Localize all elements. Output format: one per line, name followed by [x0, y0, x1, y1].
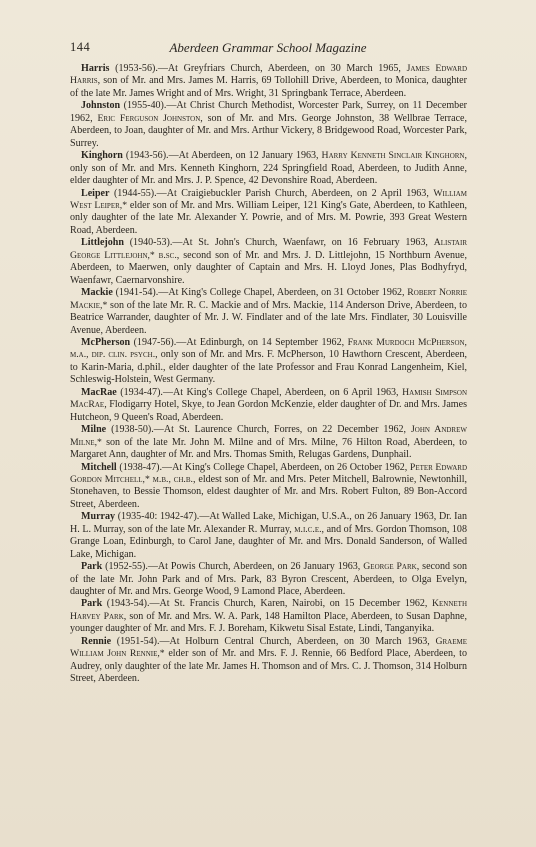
- notice-entry: [70, 287, 467, 337]
- entry-full-name: Hamish Simpson MacRae: [70, 386, 468, 411]
- entry-dates: (1943-56).: [122, 150, 169, 162]
- notice-entry: [70, 188, 467, 238]
- entry-text: —At St. John's Church, Waenfawr, on 16 February 1963,: [172, 237, 434, 249]
- entry-text: —At Christ Church Methodist, Worcester Park, Surrey, on 11 December 1962,: [70, 100, 467, 124]
- entry-text: —At King's College Chapel, Aberdeen, on 31 October 1962,: [158, 287, 408, 299]
- entry-full-name: Robert Norrie Mackie,*: [70, 287, 468, 311]
- entry-full-name: Eric Ferguson Johnston: [97, 112, 201, 124]
- entry-text: , only son of Mr. and Mrs. Kenneth Kinghorn, 224 Springfield Road, Aberdeen, to Judith Anne, elder daughter of Mr. and Mrs. J. P. Spence, 42 Devonshire Road, Aberdeen.: [70, 150, 468, 187]
- entry-full-name: Graeme William John Rennie,*: [70, 635, 467, 660]
- notice-entry: [70, 636, 467, 686]
- entry-full-name: Frank Murdoch McPherson, m.a., dip. clin. psych.: [70, 336, 467, 361]
- entry-text: , only son of Mr. and Mrs. F. McPherson, 10 Hawthorn Crescent, Aberdeen, to Karin-Maria, d.phil., elder daughter of the late Professor and Frau Konrad Langenheim, Kiel, Schleswig-Holstein, West Germany.: [70, 349, 467, 386]
- entry-surname: Mackie: [81, 287, 113, 299]
- notice-entry: [70, 561, 467, 598]
- entry-dates: (1938-50).: [106, 424, 154, 436]
- entry-text: —At St. Francis Church, Karen, Nairobi, on 15 December 1962,: [149, 598, 432, 610]
- notice-entry: [70, 100, 467, 150]
- notice-entry: [70, 337, 467, 387]
- entry-text: son of the late Mr. R. C. Mackie and of Mrs. Mackie, 114 Anderson Drive, Aberdeen, to Beatrice Warrander, daughter of Mr. J. W. Findlater and of the late Mrs. Findlater, 30 Louisville Avenue, Aberdeen.: [70, 299, 467, 336]
- entry-surname: Littlejohn: [81, 237, 124, 249]
- entry-text: , Flodigarry Hotel, Skye, to Jean Gordon McKenzie, elder daughter of Dr. and Mrs. James Hutcheon, 9 Queen's Road, Aberdeen.: [70, 399, 467, 423]
- entry-surname: Milne: [81, 424, 107, 436]
- entry-dates: (1941-54).: [112, 287, 159, 299]
- entry-dates: (1953-56).: [109, 63, 158, 74]
- entry-surname: McPherson: [81, 336, 131, 348]
- entry-text: —At King's College Chapel, Aberdeen, on 6 April 1963,: [162, 386, 403, 398]
- notice-entry: [70, 387, 467, 424]
- notice-entry: [70, 598, 467, 635]
- entry-dates: (1951-54).: [111, 635, 160, 647]
- entry-text: —At St. Laurence Church, Forres, on 22 December 1962,: [153, 424, 411, 436]
- entry-surname: MacRae: [81, 386, 117, 398]
- entry-dates: (1934-47).: [116, 386, 163, 398]
- entry-full-name: Peter Edward Gordon Mitchell,* m.b., ch.b.: [70, 461, 467, 485]
- notice-entry: [70, 63, 467, 100]
- entry-surname: Mitchell: [81, 461, 117, 473]
- entry-dates: (1938-47).: [116, 461, 163, 473]
- entry-dates: (1947-56).: [130, 336, 177, 348]
- entry-text: elder son of Mr. and Mrs. William Leiper, 121 King's Gate, Aberdeen, to Kathleen, only daughter of the late Mr. Alexander Y. Powrie, and of Mrs. M. Powrie, 393 Great Western Road, Aberdeen.: [70, 199, 467, 236]
- entry-text: —At Craigiebuckler Parish Church, Aberdeen, on 2 April 1963,: [156, 187, 434, 199]
- entry-text: , eldest son of Mr. and Mrs. Peter Mitchell, Balrownie, Newtonhill, Stonehaven, to Bessie Thomson, eldest daughter of Mr. and Mrs. Robert Fulton, 89 Bon-Accord Street, Aberdeen.: [70, 473, 467, 510]
- notice-entry: [70, 462, 467, 512]
- notice-entry: [70, 150, 467, 187]
- page-number: 144: [70, 40, 91, 54]
- entry-full-name: Harry Kenneth Sinclair Kinghorn: [321, 150, 465, 162]
- entry-text: —At Walled Lake, Michigan, U.S.A., on 26 January 1963, Dr. Ian H. L. Murray, son of the late Mr. Alexander R. Murray,: [70, 511, 467, 535]
- entry-text: —At Holburn Central Church, Aberdeen, on 30 March 1963,: [159, 635, 436, 647]
- entry-full-name: John Andrew Milne,*: [70, 424, 467, 448]
- entry-surname: Leiper: [81, 187, 110, 199]
- entry-text: , son of Mr. and Mrs. W. A. Park, 148 Hamilton Place, Aberdeen, to Susan Daphne, younger daughter of Mr. and Mrs. F. J. Boreham, Kikwetu Sisal Estate, Lindi, Tanganyika.: [70, 610, 467, 635]
- notice-entry: [70, 511, 467, 561]
- entry-surname: Park: [81, 561, 103, 573]
- entry-text: son of the late Mr. John M. Milne and of Mrs. Milne, 76 Hilton Road, Aberdeen, to Margaret Ann, daughter of Mr. and Mrs. Thomas Smith, Relugas Gardens, Dunphail.: [70, 436, 467, 461]
- entry-surname: Murray: [81, 511, 116, 523]
- entry-text: , and of Mrs. Gordon Thomson, 108 Grange Loan, Edinburgh, to Carol Jane, daughter of Mr. and Mrs. Donald Sanderson, of Walled Lake, Michigan.: [70, 523, 467, 560]
- entry-dates: (1952-55).: [102, 561, 148, 573]
- entry-full-name: James Edward Harris: [70, 63, 467, 87]
- entry-surname: Park: [81, 598, 103, 610]
- entry-text: —At King's College Chapel, Aberdeen, on 26 October 1962,: [162, 461, 410, 473]
- entry-text: , son of Mr. and Mrs. James M. Harris, 69 Tollohill Drive, Aberdeen, to Monica, daughter of the late Mr. James Wright and of Mrs. Wright, 31 Springbank Terrace, Aberdeen.: [70, 75, 467, 99]
- entry-dates: (1955-40).: [120, 100, 167, 112]
- entry-dates: (1943-54).: [102, 598, 150, 610]
- entry-text: , son of Mr. and Mrs. George Johnston, 38 Wellbrae Terrace, Aberdeen, to Joan, daughter of Mr. and Mrs. Arthur Vickery, 8 Bridgewood Road, Worcester Park, Surrey.: [70, 112, 468, 149]
- entry-full-name: George Park: [363, 561, 417, 573]
- entry-text: —At Aberdeen, on 12 January 1963,: [168, 150, 322, 162]
- entry-full-name: Alistair George Littlejohn,* b.sc.: [70, 237, 467, 261]
- page-header: [70, 40, 466, 56]
- marriage-notices: [70, 63, 467, 686]
- running-title: Aberdeen Grammar School Magazine: [169, 40, 367, 55]
- entry-text: elder son of Mr. and Mrs. F. J. Rennie, 66 Bedford Place, Aberdeen, to Audrey, only daughter of the late Mr. James H. Thomson and of Mrs. C. J. Thomson, 314 Holburn Street, Aberdeen.: [70, 648, 467, 685]
- notice-entry: [70, 237, 467, 287]
- entry-dates: (1935-40: 1942-47).: [115, 511, 200, 523]
- entry-full-name: William West Leiper,*: [70, 187, 467, 211]
- entry-surname: Harris: [81, 63, 110, 74]
- entry-surname: Johnston: [81, 100, 121, 112]
- entry-surname: Rennie: [81, 635, 112, 647]
- entry-dates: (1944-55).: [109, 187, 157, 199]
- entry-text: —At Edinburgh, on 14 September 1962,: [176, 336, 348, 348]
- notice-entry: [70, 424, 467, 461]
- entry-dates: (1940-53).: [123, 237, 173, 249]
- entry-text: , second son of Mr. and Mrs. J. D. Littlejohn, 15 Northburn Avenue, Aberdeen, to Maerwen, only daughter of Captain and Mrs. H. Lloyd Jones, Plas Bodhyfryd, Waenfawr, Caernarvonshire.: [70, 249, 467, 286]
- entry-qualification: m.i.c.e.: [294, 523, 322, 535]
- entry-full-name: Kenneth Harvey Park: [70, 598, 468, 622]
- entry-text: , second son of the late Mr. John Park and of Mrs. Park, 83 Byron Crescent, Aberdeen, to Olga Evelyn, daughter of Mr. and Mrs. George Wood, 9 Lamond Place, Aberdeen.: [70, 561, 467, 598]
- entry-text: —At Greyfriars Church, Aberdeen, on 30 March 1965,: [157, 63, 407, 74]
- entry-text: —At Powis Church, Aberdeen, on 26 January 1963,: [147, 561, 364, 573]
- entry-surname: Kinghorn: [81, 150, 123, 162]
